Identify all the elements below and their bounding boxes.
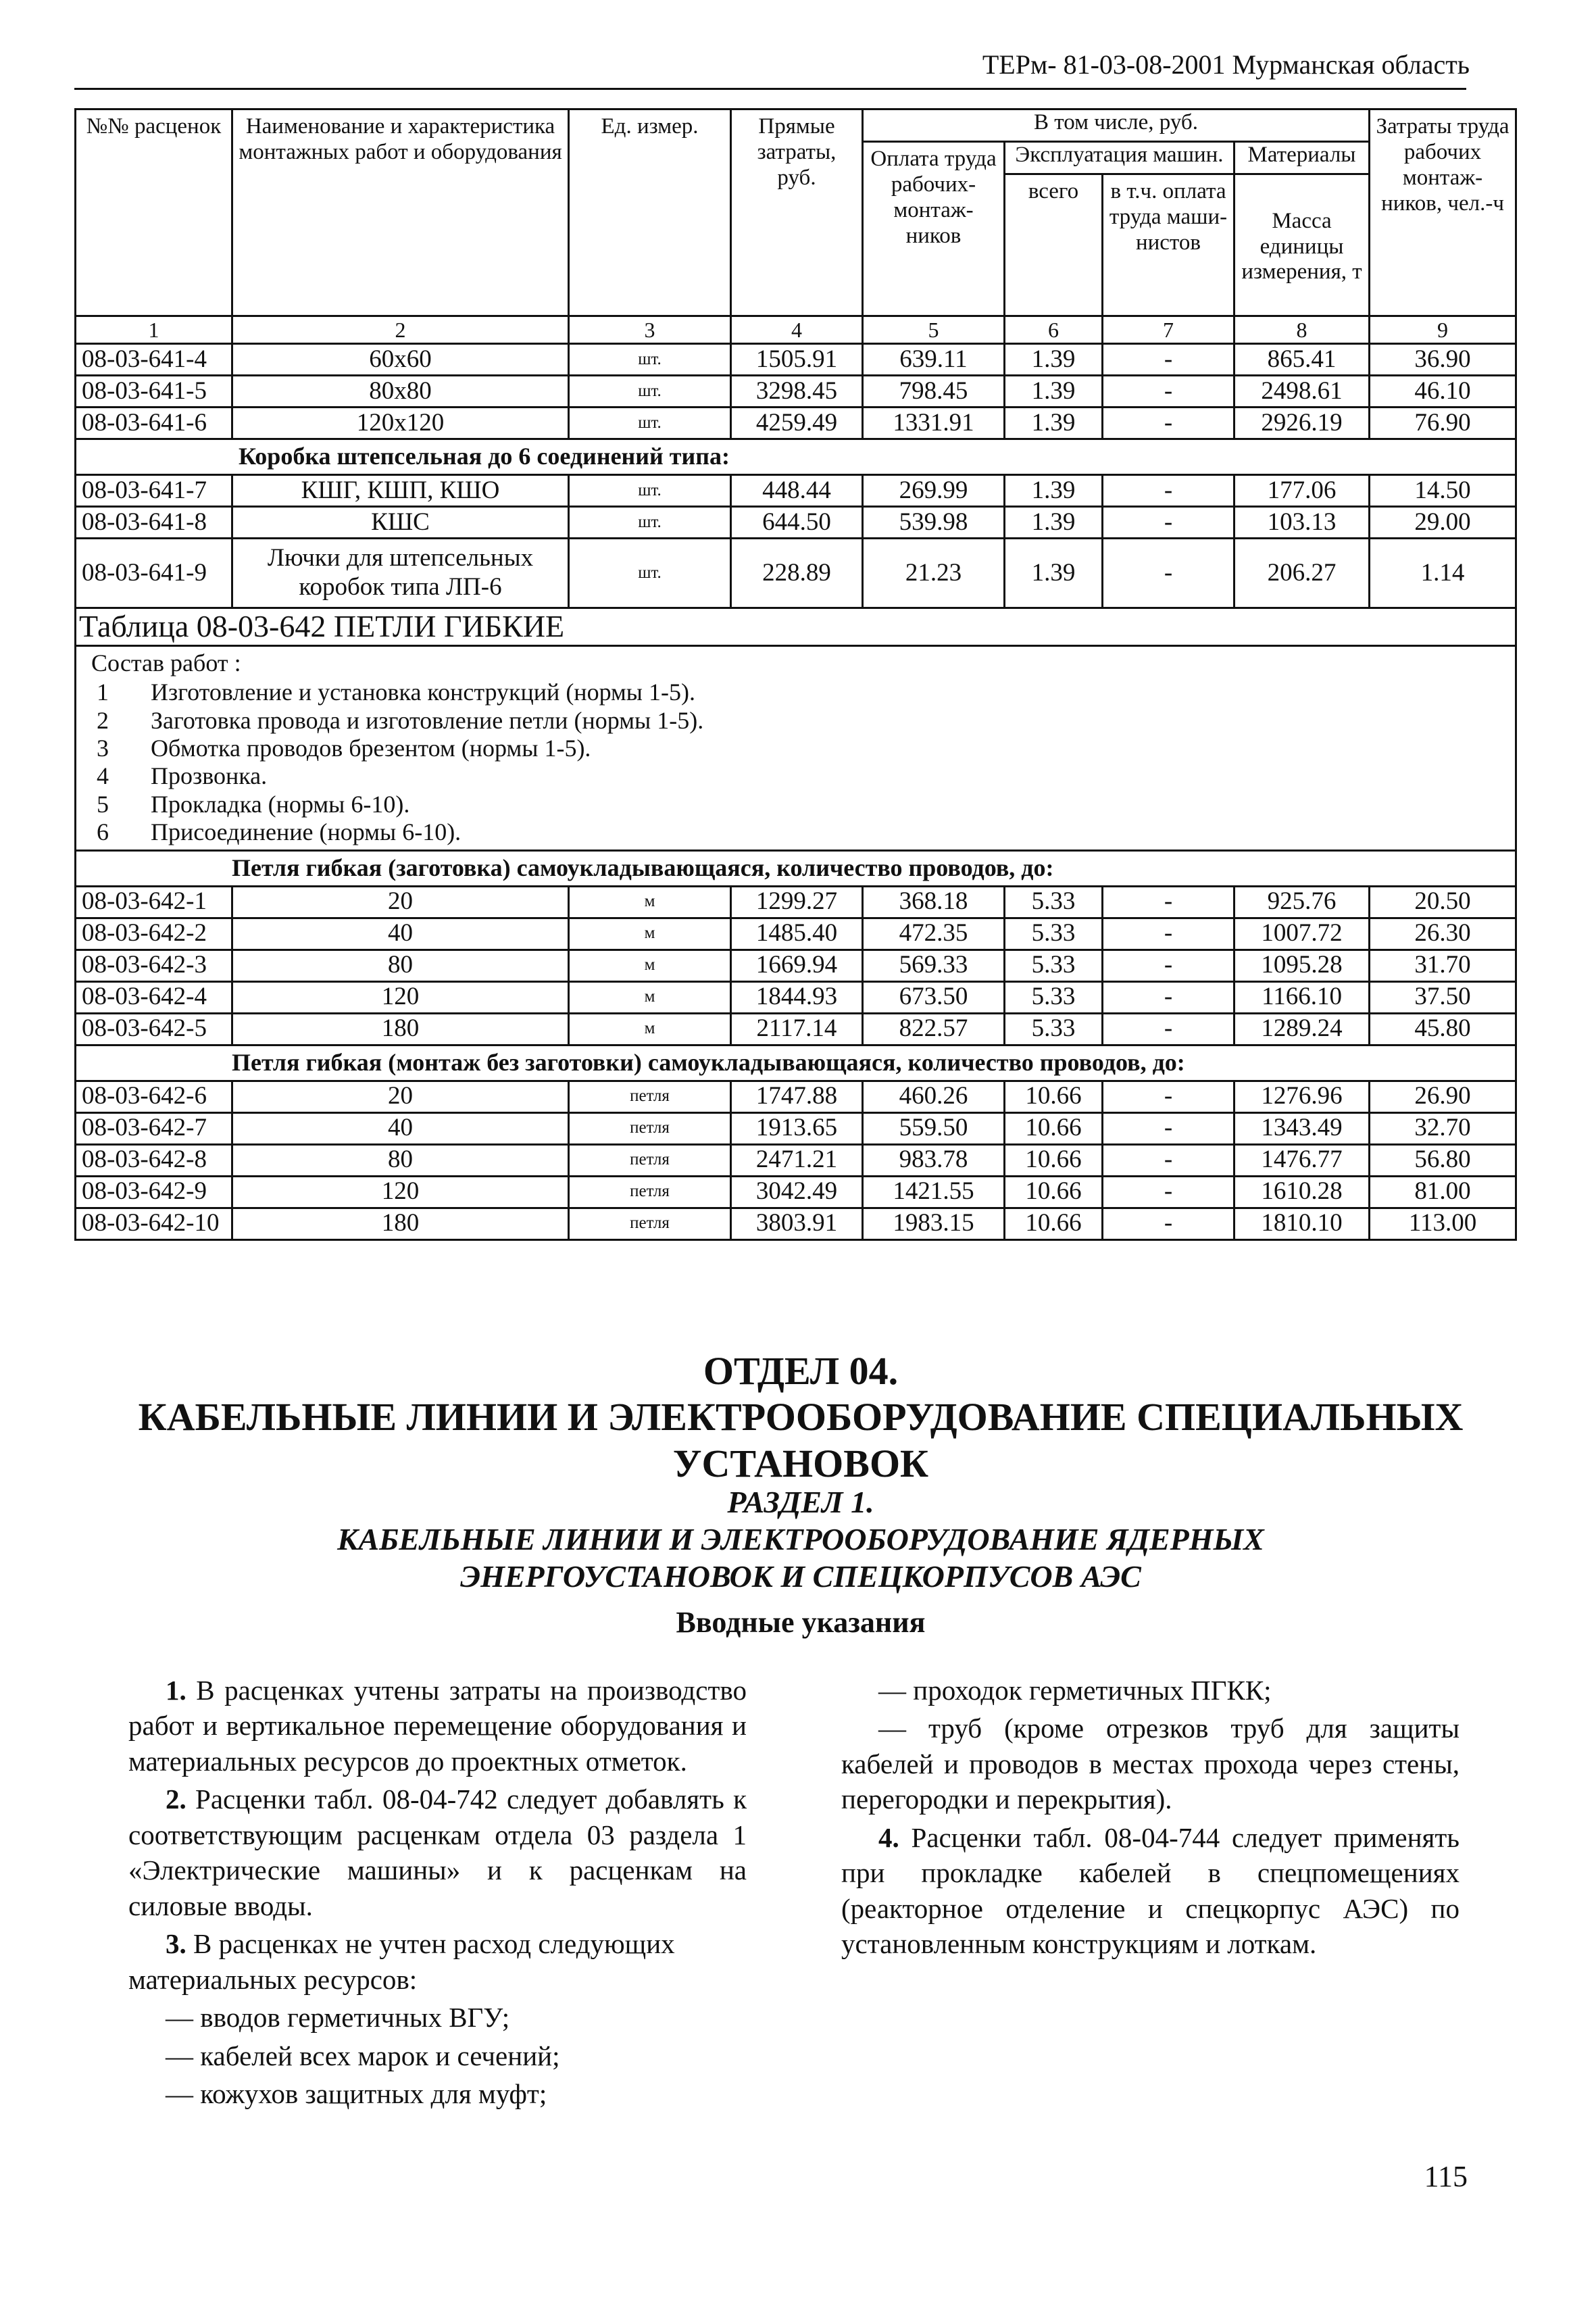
col-head-labor: Затраты труда рабочих монтаж-ников, чел.-ч	[1370, 109, 1516, 316]
work-item: 3 Обмотка проводов брезентом (нормы 1-5).	[97, 735, 591, 762]
rate-code: 08-03-642-8	[76, 1144, 232, 1176]
table-642-intro	[76, 608, 1516, 887]
material-mass: 206.27	[1235, 539, 1370, 608]
header-rule	[74, 88, 1466, 90]
block3-rows	[76, 886, 1516, 1045]
rate-code: 08-03-642-9	[76, 1176, 232, 1208]
rate-code: 08-03-642-5	[76, 1013, 232, 1045]
text-column-right	[841, 1673, 1460, 1965]
direct-cost: 3803.91	[731, 1208, 863, 1239]
machinist-wages: -	[1103, 1112, 1235, 1144]
unit: шт.	[569, 344, 731, 376]
group1-section	[76, 439, 1516, 475]
machines-total: 1.39	[1005, 344, 1103, 376]
block4-rows	[76, 1081, 1516, 1239]
machines-total: 10.66	[1005, 1144, 1103, 1176]
rate-code: 08-03-642-10	[76, 1208, 232, 1239]
unit: шт.	[569, 475, 731, 507]
unit: м	[569, 981, 731, 1013]
col-num: 4	[731, 316, 863, 344]
work-item: 1 Изготовление и установка конструкций (нормы 1-5).	[97, 679, 695, 706]
wages: 539.98	[863, 507, 1005, 539]
col-head-direct: Прямые затраты, руб.	[731, 109, 863, 316]
table-row	[76, 408, 1516, 439]
document-header: ТЕРм- 81-03-08-2001 Мурманская область	[982, 49, 1470, 80]
direct-cost: 2117.14	[731, 1013, 863, 1045]
labor-hours: 36.90	[1370, 344, 1516, 376]
machines-total: 10.66	[1005, 1208, 1103, 1239]
list-item: — проходок герметичных ПГКК;	[878, 1675, 1272, 1706]
text-column-left	[128, 1673, 747, 2115]
machines-total: 1.39	[1005, 376, 1103, 408]
material-mass: 1166.10	[1235, 981, 1370, 1013]
col-head-wages: Оплата труда рабочих-монтаж-ников	[863, 142, 1005, 316]
work-item: 2 Заготовка провода и изготовление петли (нормы 1-5).	[97, 706, 704, 734]
machines-total: 1.39	[1005, 507, 1103, 539]
work-name: 60x60	[232, 344, 569, 376]
unit: петля	[569, 1144, 731, 1176]
wages: 822.57	[863, 1013, 1005, 1045]
table-row	[76, 1112, 1516, 1144]
material-mass: 865.41	[1235, 344, 1370, 376]
wages: 460.26	[863, 1081, 1005, 1112]
material-mass: 177.06	[1235, 475, 1370, 507]
table-row	[76, 1081, 1516, 1112]
work-name: КШС	[232, 507, 569, 539]
work-name: 120	[232, 1176, 569, 1208]
rates-table	[74, 108, 1517, 1241]
machines-total: 5.33	[1005, 886, 1103, 918]
machinist-wages: -	[1103, 1176, 1235, 1208]
table-row	[76, 507, 1516, 539]
rate-code: 08-03-641-6	[76, 408, 232, 439]
part-title: КАБЕЛЬНЫЕ ЛИНИИ И ЭЛЕКТРООБОРУДОВАНИЕ ЯДЕРНЫХ	[337, 1522, 1264, 1557]
labor-hours: 20.50	[1370, 886, 1516, 918]
labor-hours: 81.00	[1370, 1176, 1516, 1208]
group3-section	[76, 1045, 1516, 1081]
work-item: 5 Прокладка (нормы 6-10).	[97, 790, 410, 818]
wages: 1983.15	[863, 1208, 1005, 1239]
col-head-code: №№ расценок	[76, 109, 232, 316]
block2-rows	[76, 475, 1516, 608]
material-mass: 1343.49	[1235, 1112, 1370, 1144]
wages: 368.18	[863, 886, 1005, 918]
work-name: 80x80	[232, 376, 569, 408]
work-name: КШГ, КШП, КШО	[232, 475, 569, 507]
rate-code: 08-03-641-4	[76, 344, 232, 376]
direct-cost: 3042.49	[731, 1176, 863, 1208]
wages: 569.33	[863, 950, 1005, 981]
part-heading	[74, 1483, 1527, 1596]
machinist-wages: -	[1103, 1208, 1235, 1239]
unit: шт.	[569, 539, 731, 608]
col-num: 2	[232, 316, 569, 344]
direct-cost: 1844.93	[731, 981, 863, 1013]
block1-rows	[76, 344, 1516, 439]
table-row	[76, 886, 1516, 918]
paragraph: 4. Расценки табл. 08-04-744 следует применять при прокладке кабелей в спецпомещениях (реакторное отделение и спецкорпус АЭС) по установленным конструкциям и лоткам.	[841, 1821, 1460, 1960]
department-title: УСТАНОВОК	[672, 1441, 929, 1485]
wages: 673.50	[863, 981, 1005, 1013]
part-title: ЭНЕРГОУСТАНОВОК И СПЕЦКОРПУСОВ АЭС	[460, 1559, 1141, 1594]
material-mass: 1007.72	[1235, 918, 1370, 950]
machines-total: 5.33	[1005, 1013, 1103, 1045]
labor-hours: 26.90	[1370, 1081, 1516, 1112]
labor-hours: 14.50	[1370, 475, 1516, 507]
material-mass: 925.76	[1235, 886, 1370, 918]
table-title: Таблица 08-03-642 ПЕТЛИ ГИБКИЕ	[76, 608, 1516, 646]
work-name: 120	[232, 981, 569, 1013]
unit: шт.	[569, 376, 731, 408]
labor-hours: 26.30	[1370, 918, 1516, 950]
work-name: 180	[232, 1013, 569, 1045]
rate-code: 08-03-642-2	[76, 918, 232, 950]
machines-total: 5.33	[1005, 981, 1103, 1013]
unit: шт.	[569, 408, 731, 439]
machines-total: 10.66	[1005, 1112, 1103, 1144]
col-head-machines: Эксплуатация машин.	[1005, 142, 1235, 174]
labor-hours: 37.50	[1370, 981, 1516, 1013]
machines-total: 10.66	[1005, 1081, 1103, 1112]
material-mass: 1610.28	[1235, 1176, 1370, 1208]
machines-total: 5.33	[1005, 918, 1103, 950]
labor-hours: 56.80	[1370, 1144, 1516, 1176]
work-composition-label: Состав работ :	[91, 649, 241, 676]
table-row	[76, 1176, 1516, 1208]
col-num: 9	[1370, 316, 1516, 344]
group-heading: Коробка штепсельная до 6 соединений типа:	[76, 439, 1516, 475]
unit: шт.	[569, 507, 731, 539]
table-row	[76, 1144, 1516, 1176]
table-row	[76, 950, 1516, 981]
col-head-mass: Масса единицы измерения, т	[1235, 174, 1370, 316]
material-mass: 1810.10	[1235, 1208, 1370, 1239]
machines-total: 1.39	[1005, 539, 1103, 608]
col-head-unit: Ед. измер.	[569, 109, 731, 316]
material-mass: 2926.19	[1235, 408, 1370, 439]
rate-code: 08-03-641-9	[76, 539, 232, 608]
wages: 639.11	[863, 344, 1005, 376]
machinist-wages: -	[1103, 1144, 1235, 1176]
col-num: 8	[1235, 316, 1370, 344]
col-head-machines-total: всего	[1005, 174, 1103, 316]
department-number: ОТДЕЛ 04.	[703, 1349, 899, 1393]
work-item: 4 Прозвонка.	[97, 762, 268, 790]
unit: м	[569, 950, 731, 981]
group-heading: Петля гибкая (монтаж без заготовки) самоукладывающаяся, количество проводов, до:	[76, 1045, 1516, 1081]
table-row	[76, 344, 1516, 376]
table-row	[76, 1013, 1516, 1045]
machines-total: 1.39	[1005, 475, 1103, 507]
col-head-materials: Материалы	[1235, 142, 1370, 174]
material-mass: 1276.96	[1235, 1081, 1370, 1112]
col-head-incl: В том числе, руб.	[863, 109, 1370, 142]
work-name: 20	[232, 886, 569, 918]
unit: петля	[569, 1208, 731, 1239]
machinist-wages: -	[1103, 950, 1235, 981]
work-name: 40	[232, 918, 569, 950]
rate-code: 08-03-641-8	[76, 507, 232, 539]
direct-cost: 1913.65	[731, 1112, 863, 1144]
unit: петля	[569, 1112, 731, 1144]
direct-cost: 4259.49	[731, 408, 863, 439]
machines-total: 5.33	[1005, 950, 1103, 981]
labor-hours: 46.10	[1370, 376, 1516, 408]
col-head-machinist-wages: в т.ч. оплата труда маши-нистов	[1103, 174, 1235, 316]
wages: 983.78	[863, 1144, 1005, 1176]
department-heading	[74, 1348, 1527, 1487]
rate-code: 08-03-642-4	[76, 981, 232, 1013]
machinist-wages: -	[1103, 539, 1235, 608]
direct-cost: 1505.91	[731, 344, 863, 376]
direct-cost: 1747.88	[731, 1081, 863, 1112]
machinist-wages: -	[1103, 376, 1235, 408]
unit: м	[569, 886, 731, 918]
machinist-wages: -	[1103, 475, 1235, 507]
rate-code: 08-03-642-7	[76, 1112, 232, 1144]
wages: 269.99	[863, 475, 1005, 507]
paragraph: 1. В расценках учтены затраты на производство работ и вертикальное перемещение оборудования и материальных ресурсов до проектных отметок.	[128, 1675, 747, 1777]
group-heading: Петля гибкая (заготовка) самоукладывающаяся, количество проводов, до:	[76, 850, 1516, 886]
table-row	[76, 918, 1516, 950]
direct-cost: 1485.40	[731, 918, 863, 950]
work-name: 120x120	[232, 408, 569, 439]
direct-cost: 1299.27	[731, 886, 863, 918]
work-name: 80	[232, 950, 569, 981]
list-item: — вводов герметичных ВГУ;	[166, 2002, 510, 2034]
machinist-wages: -	[1103, 886, 1235, 918]
labor-hours: 32.70	[1370, 1112, 1516, 1144]
rate-code: 08-03-641-7	[76, 475, 232, 507]
col-head-name: Наименование и характеристика монтажных работ и оборудования	[232, 109, 569, 316]
col-num: 3	[569, 316, 731, 344]
rate-code: 08-03-642-3	[76, 950, 232, 981]
rate-code: 08-03-641-5	[76, 376, 232, 408]
unit: м	[569, 918, 731, 950]
col-num: 7	[1103, 316, 1235, 344]
list-item: — труб (кроме отрезков труб для защиты кабелей и проводов в местах прохода через стены, перегородки и перекрытия).	[841, 1713, 1460, 1815]
col-num: 1	[76, 316, 232, 344]
labor-hours: 1.14	[1370, 539, 1516, 608]
table-row	[76, 376, 1516, 408]
rate-code: 08-03-642-6	[76, 1081, 232, 1112]
work-name: 20	[232, 1081, 569, 1112]
material-mass: 1095.28	[1235, 950, 1370, 981]
paragraph: 3. В расценках не учтен расход следующих материальных ресурсов:	[128, 1928, 675, 1995]
work-name: 180	[232, 1208, 569, 1239]
work-name: 40	[232, 1112, 569, 1144]
wages: 472.35	[863, 918, 1005, 950]
labor-hours: 76.90	[1370, 408, 1516, 439]
department-title: КАБЕЛЬНЫЕ ЛИНИИ И ЭЛЕКТРООБОРУДОВАНИЕ СПЕЦИАЛЬНЫХ	[138, 1395, 1464, 1439]
page-number: 115	[1424, 2160, 1468, 2193]
machines-total: 1.39	[1005, 408, 1103, 439]
table-row	[76, 539, 1516, 608]
work-name: Лючки для штепсельных коробок типа ЛП-6	[232, 539, 569, 608]
labor-hours: 113.00	[1370, 1208, 1516, 1239]
machinist-wages: -	[1103, 918, 1235, 950]
table-row	[76, 1208, 1516, 1239]
column-number-row	[76, 316, 1516, 344]
material-mass: 2498.61	[1235, 376, 1370, 408]
material-mass: 1476.77	[1235, 1144, 1370, 1176]
table-row	[76, 981, 1516, 1013]
part-number: РАЗДЕЛ 1.	[727, 1485, 874, 1519]
direct-cost: 644.50	[731, 507, 863, 539]
unit: петля	[569, 1081, 731, 1112]
wages: 559.50	[863, 1112, 1005, 1144]
labor-hours: 29.00	[1370, 507, 1516, 539]
direct-cost: 228.89	[731, 539, 863, 608]
list-item: — кабелей всех марок и сечений;	[166, 2040, 560, 2071]
machinist-wages: -	[1103, 344, 1235, 376]
labor-hours: 45.80	[1370, 1013, 1516, 1045]
table-row	[76, 475, 1516, 507]
labor-hours: 31.70	[1370, 950, 1516, 981]
work-composition	[76, 645, 1516, 850]
machinist-wages: -	[1103, 507, 1235, 539]
machinist-wages: -	[1103, 981, 1235, 1013]
rate-code: 08-03-642-1	[76, 886, 232, 918]
direct-cost: 2471.21	[731, 1144, 863, 1176]
machinist-wages: -	[1103, 408, 1235, 439]
intro-heading: Вводные указания	[676, 1606, 926, 1639]
direct-cost: 448.44	[731, 475, 863, 507]
col-num: 6	[1005, 316, 1103, 344]
work-item: 6 Присоединение (нормы 6-10).	[97, 818, 462, 846]
list-item: — кожухов защитных для муфт;	[166, 2078, 547, 2110]
direct-cost: 3298.45	[731, 376, 863, 408]
work-name: 80	[232, 1144, 569, 1176]
machines-total: 10.66	[1005, 1176, 1103, 1208]
material-mass: 103.13	[1235, 507, 1370, 539]
machinist-wages: -	[1103, 1013, 1235, 1045]
direct-cost: 1669.94	[731, 950, 863, 981]
wages: 1421.55	[863, 1176, 1005, 1208]
material-mass: 1289.24	[1235, 1013, 1370, 1045]
wages: 21.23	[863, 539, 1005, 608]
wages: 798.45	[863, 376, 1005, 408]
unit: петля	[569, 1176, 731, 1208]
col-num: 5	[863, 316, 1005, 344]
wages: 1331.91	[863, 408, 1005, 439]
unit: м	[569, 1013, 731, 1045]
table-header	[76, 109, 1516, 344]
paragraph: 2. Расценки табл. 08-04-742 следует добавлять к соответствующим расценкам отдела 03 раздела 1 «Электрические машины» и к расценкам на силовые вводы.	[128, 1783, 747, 1921]
machinist-wages: -	[1103, 1081, 1235, 1112]
